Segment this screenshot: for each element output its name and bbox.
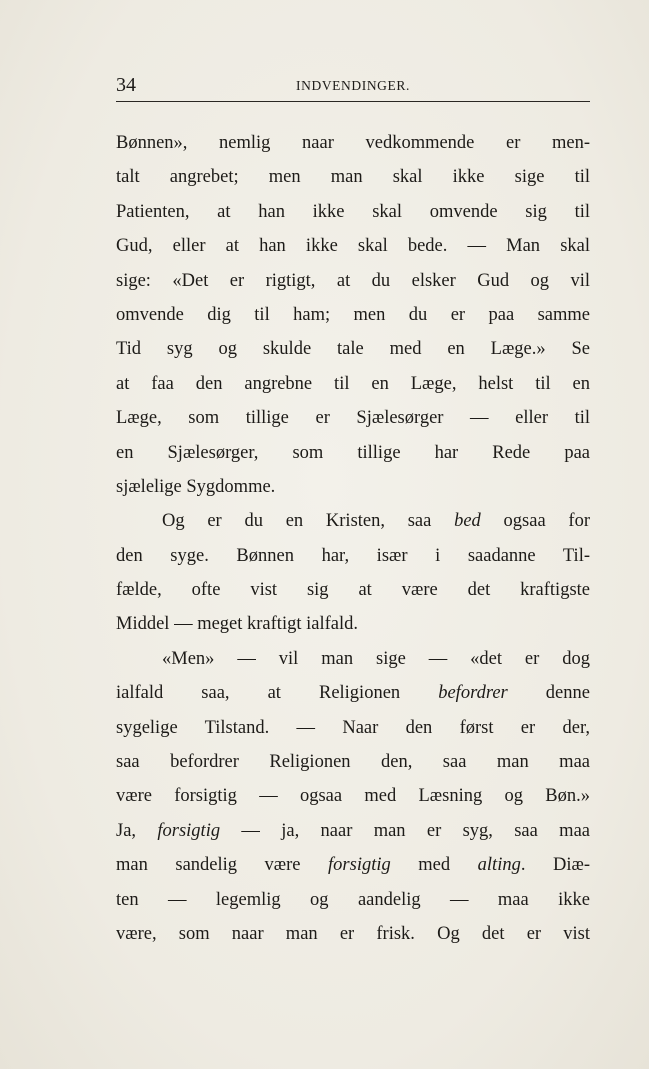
text-line	[116, 814, 590, 848]
emphasis: befordrer	[438, 683, 508, 704]
text-line: Middel — meget kraftigt ialfald.	[116, 614, 358, 635]
text-line	[116, 504, 590, 538]
text-line: Gud, eller at han ikke skal bede. — Man skal	[116, 236, 590, 257]
text-line: være, som naar man er frisk. Og det er vist	[116, 923, 590, 944]
emphasis: bed	[454, 511, 481, 532]
text-line: Tid syg og skulde tale med en Læge.» Se	[116, 339, 590, 360]
text-line: omvende dig til ham; men du er paa samme	[116, 304, 590, 325]
text-line: sjælelige Sygdomme.	[116, 476, 276, 497]
text-segment: . Diæ-	[520, 855, 590, 876]
text-segment: — ja, naar man er syg, saa maa	[220, 820, 590, 841]
text-line: talt angrebet; men man skal ikke sige til	[116, 167, 590, 188]
text-segment: denne	[507, 683, 590, 704]
text-line	[116, 848, 590, 882]
body-text	[116, 126, 590, 951]
text-segment: man sandelig være	[116, 855, 329, 876]
text-line: ten — legemlig og aandelig — maa ikke	[116, 889, 590, 910]
emphasis: alting	[477, 855, 521, 876]
header-rule	[116, 101, 590, 102]
text-line: at faa den angrebne til en Læge, helst til en	[116, 373, 590, 394]
page-number: 34	[116, 74, 136, 96]
text-segment: ogsaa for	[480, 511, 590, 532]
text-line: «Men» — vil man sige — «det er dog	[162, 648, 590, 669]
text-line: saa befordrer Religionen den, saa man maa	[116, 752, 590, 773]
text-segment: Ja,	[116, 820, 158, 841]
text-line: være forsigtig — ogsaa med Læsning og Bøn.»	[116, 786, 590, 807]
running-title: INDVENDINGER.	[296, 78, 410, 93]
text-line: en Sjælesørger, som tillige har Rede paa	[116, 442, 590, 463]
running-head	[116, 72, 590, 100]
text-segment: ialfald saa, at Religionen	[116, 683, 439, 704]
text-line: sygelige Tilstand. — Naar den først er der,	[116, 717, 590, 738]
text-line: Læge, som tillige er Sjælesørger — eller til	[116, 408, 590, 429]
text-segment: Og er du en Kristen, saa	[162, 511, 455, 532]
text-line: den syge. Bønnen har, især i saadanne Til-	[116, 545, 590, 566]
emphasis: forsigtig	[328, 855, 391, 876]
text-line: fælde, ofte vist sig at være det kraftigste	[116, 580, 590, 601]
text-line: Bønnen», nemlig naar vedkommende er men-	[116, 133, 590, 153]
text-line: sige: «Det er rigtigt, at du elsker Gud og vil	[116, 270, 590, 291]
text-line	[116, 676, 590, 710]
text-segment: med	[390, 855, 478, 876]
text-line: Patienten, at han ikke skal omvende sig til	[116, 201, 590, 222]
emphasis: forsigtig	[157, 820, 221, 841]
